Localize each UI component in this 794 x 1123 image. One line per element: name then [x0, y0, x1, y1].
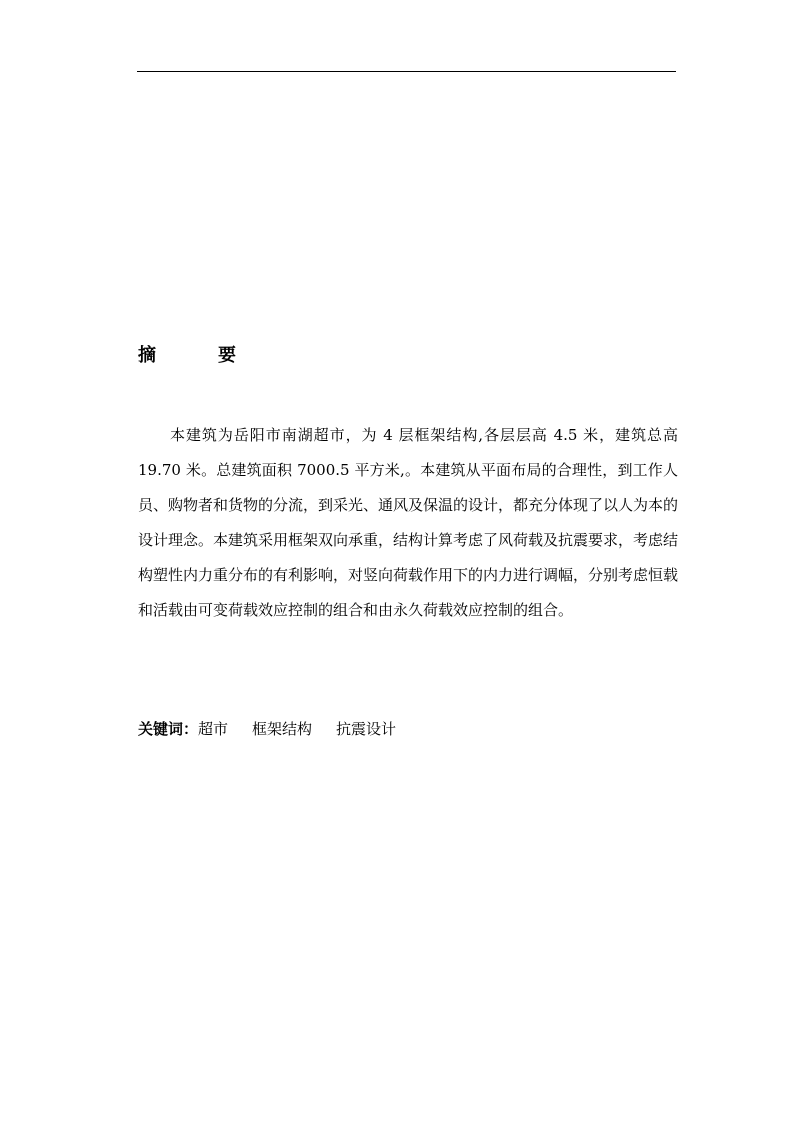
keyword-item: 抗震设计	[336, 719, 397, 738]
abstract-body: 本建筑为岳阳市南湖超市，为 4 层框架结构,各层层高 4.5 米，建筑总高 19.70 米。总建筑面积 7000.5 平方米,。本建筑从平面布局的合理性，到工作人员、购物者和货物的分流，到采光、通风及保温的设计，都充分体现了以人为本的设计理念。本建筑采用框架双向承重，结构计算考虑了风荷载及抗震要求，考虑结构塑性内力重分布的有利影响，对竖向荷载作用下的内力进行调幅，分别考虑恒载和活载由可变荷载效应控制的组合和由永久荷载效应控制的组合。	[138, 426, 679, 619]
abstract-title-char-2: 要	[218, 345, 236, 366]
keywords-label: 关键词：	[138, 719, 199, 738]
keyword-item: 框架结构	[252, 719, 313, 738]
abstract-title-char-1: 摘	[138, 345, 156, 366]
abstract-title	[138, 339, 236, 369]
header-rule	[137, 71, 676, 72]
keywords-line	[138, 713, 396, 743]
keyword-item: 超市	[198, 719, 229, 738]
